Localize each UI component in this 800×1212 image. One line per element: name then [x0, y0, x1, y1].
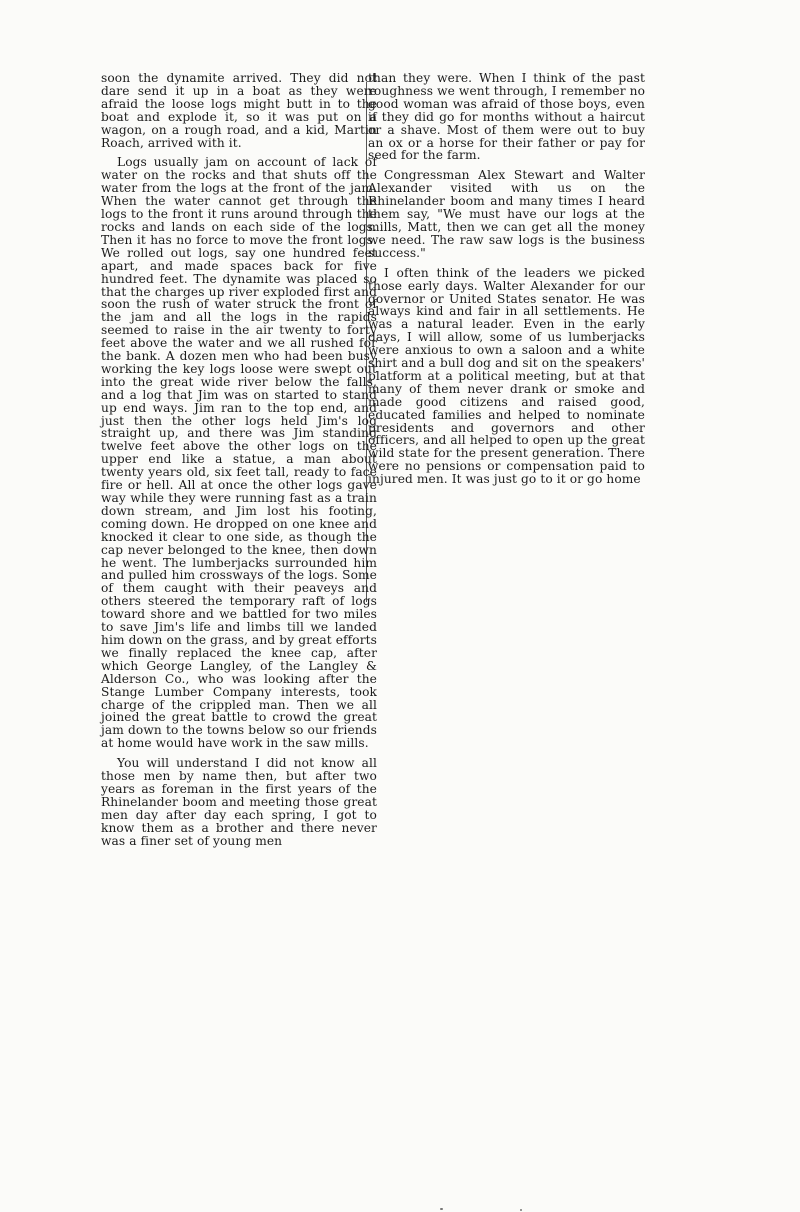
right-paragraph-2: Congressman Alex Stewart and Walter Alexander visited with us on the Rhinelander boom and many times I heard them say, "We must have our logs at the mills, Matt, then we can get all the money we need. The raw saw logs is the business success." [368, 168, 645, 260]
left-paragraph-3: You will understand I did not know all those men by name then, but after two years as foreman in the first years of the Rhinelander boom and meeting those great men day after day each spring, I got to know them as a brother and there never was a finer set of young men [101, 756, 377, 848]
right-paragraph-1: than they were. When I think of the past roughness we went through, I remember no good woman was afraid of those boys, even if they did go for months without a haircut or a shave. Most of them were out to buy an ox or a horse for their father or pay for seed for the farm. [368, 71, 646, 163]
scan-speck [440, 1208, 443, 1210]
left-column [101, 72, 377, 847]
right-paragraph-3: I often think of the leaders we picked those early days. Walter Alexander for our governor or United States senator. He was always kind and fair in all settlements. He was a natural leader. Even in the early days, I will allow, some of us lumberjacks were anxious to own a saloon and a white shirt and a bull dog and sit on the speakers' platform at a political meeting, but at that many of them never drank or smoke and made good citizens and raised good, educated families and helped to nominate presidents and governors and other officers, and all helped to open up the great wild state for the present generation. There were no pensions or compensation paid to injured men. It was just go to it or go home [368, 265, 645, 487]
right-column [368, 72, 645, 486]
left-paragraph-2: Logs usually jam on account of lack of water on the rocks and that shuts off the water from the logs at the front of the jam. When the water cannot get through the logs to the front it runs around through the rocks and lands on each side of the logs. Then it has no force to move the front logs. We rolled out logs, say one hundred feet apart, and made spaces back for five hundred feet. The dynamite was placed so that the charges up river exploded first and soon the rush of water struck the front of the jam and all the logs in the rapids seemed to raise in the air twenty to forty feet above the water and we all rushed for the bank. A dozen men who had been busy working the key logs loose were swept out into the great wide river below the falls, and a log that Jim was on started to stand up end ways. Jim ran to the top end, and just then the other logs held Jim's log straight up, and there was Jim standing twelve feet above the other logs on the upper end like a statue, a man about twenty years old, six feet tall, ready to face fire or hell. All at once the other logs gave way while they were running fast as a train down stream, and Jim lost his footing, coming down. He dropped on one knee and knocked it clear to one side, as though the cap never belonged to the knee, then down he went. The lumberjacks surrounded him and pulled him crossways of the logs. Some of them caught with their peaveys and others steered the temporary raft of logs toward shore and we battled for two miles to save Jim's life and limbs till we landed him down on the grass, and by great efforts we finally replaced the knee cap, after which George Langley, of the Langley & Alderson Co., who was looking after the Stange Lumber Company interests, took charge of the crippled man. Then we all joined the great battle to crowd the great jam down to the towns below so our friends at home would have work in the saw mills. [101, 155, 377, 751]
left-paragraph-1: soon the dynamite arrived. They did not dare send it up in a boat as they were afraid the loose logs might butt in to the boat and explode it, so it was put on a wagon, on a rough road, and a kid, Martin Roach, arrived with it. [101, 71, 377, 150]
scan-speck [520, 1209, 522, 1211]
